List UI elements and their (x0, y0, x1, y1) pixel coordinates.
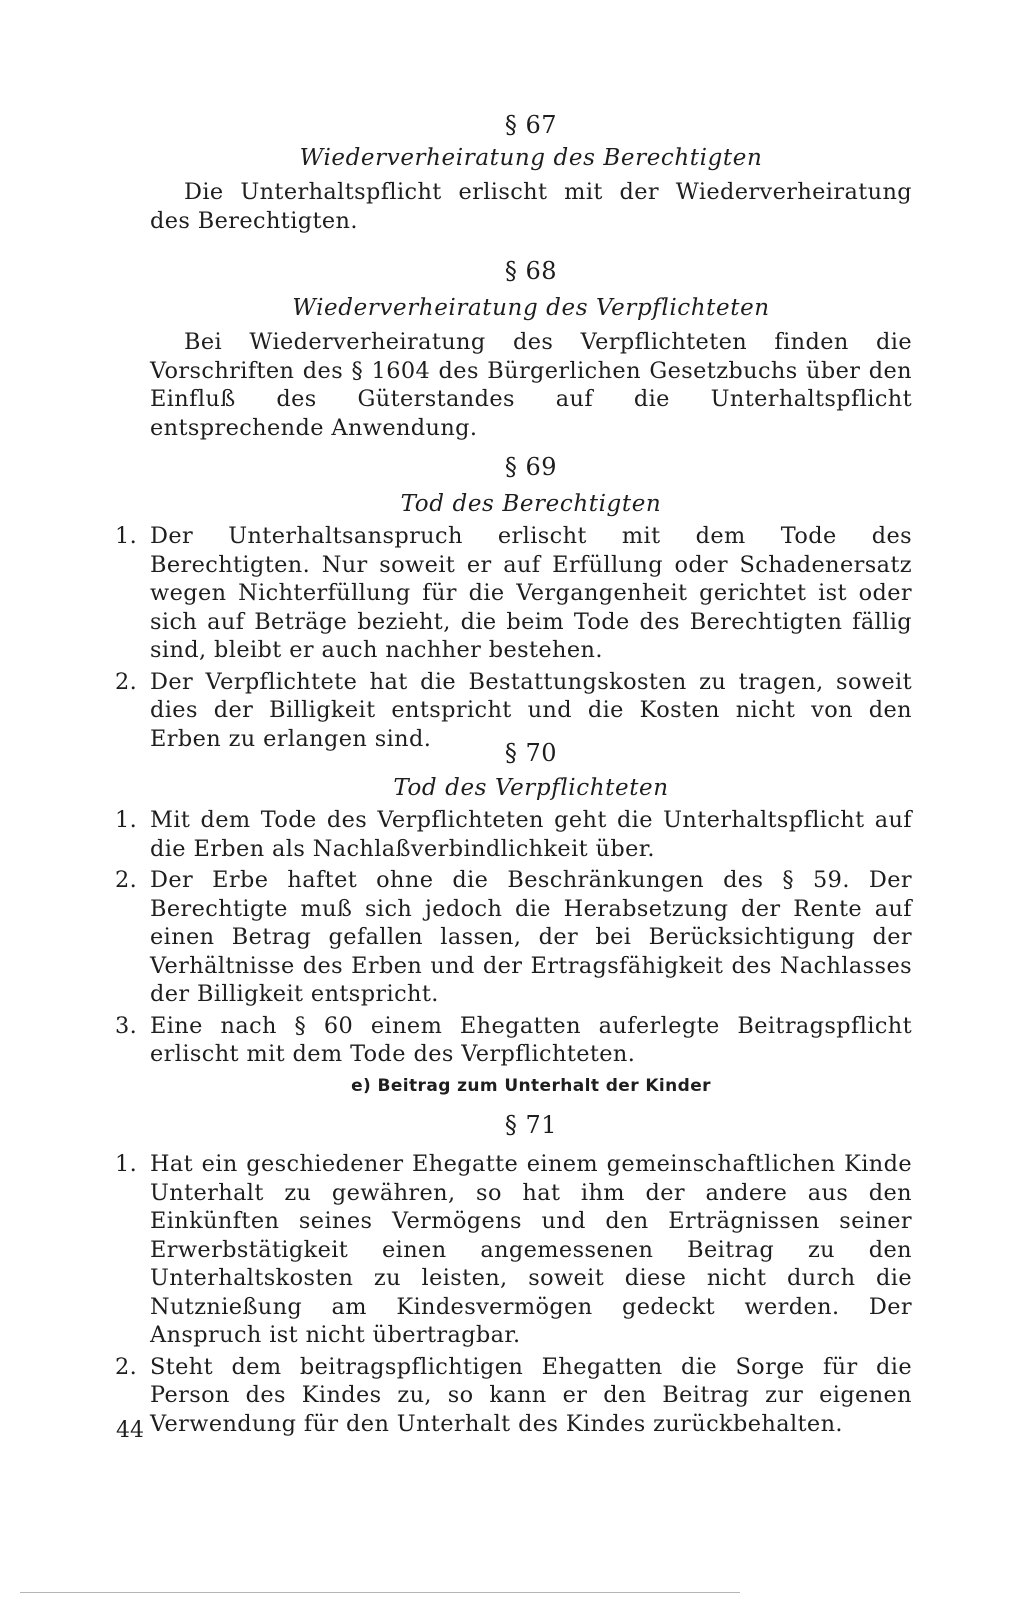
item-text: Der Unterhaltsanspruch erlischt mit dem Tode des Berechtigten. Nur soweit er auf Erfüllung oder Schadenersatz wegen Nichterfüllung für die Vergangenheit gerichtet ist oder sich auf Beträge bezieht, die beim Tode des Berechtigten fällig sind, bleibt er auch nachher bestehen. (150, 523, 912, 663)
section-67 (150, 110, 912, 235)
item-number: 1. (115, 1151, 138, 1177)
page-edge-rule (20, 1592, 740, 1593)
list-item (115, 806, 912, 863)
item-text: Steht dem beitragspflichtigen Ehegatten die Sorge für die Person des Kindes zu, so kann er den Beitrag zur eigenen Verwendung für den Unterhalt des Kindes zurückbehalten. (150, 1353, 912, 1437)
section-number: § 68 (504, 257, 558, 285)
section-title: Wiederverheiratung des Verpflichteten (292, 295, 770, 321)
section-number: § 67 (504, 111, 558, 139)
section-70 (115, 738, 912, 1069)
section-68 (150, 256, 912, 442)
list-item (115, 1012, 912, 1069)
item-text: Hat ein geschiedener Ehegatte einem gemeinschaftlichen Kinde Unterhalt zu gewähren, so hat ihm der andere aus den Einkünften seines Vermögens und den Erträgnissen seiner Erwerbstätigkeit einen angemessenen Beitrag zu den Unterhaltskosten zu leisten, soweit diese nicht durch die Nutznießung am Kindesvermögen gedeckt werden. Der Anspruch ist nicht übertragbar. (150, 1151, 912, 1348)
item-number: 1. (115, 807, 138, 833)
section-body: Die Unterhaltspflicht erlischt mit der Wiederverheiratung des Berechtigten. (150, 179, 912, 234)
item-text: Der Erbe haftet ohne die Beschränkungen des § 59. Der Berechtigte muß sich jedoch die Herabsetzung der Rente auf einen Betrag gefallen lassen, der bei Berücksichtigung der Verhältnisse des Erben und der Ertragsfähigkeit des Nachlasses der Billigkeit entspricht. (150, 867, 912, 1007)
section-title: Tod des Verpflichteten (393, 775, 669, 801)
section-title: Wiederverheiratung des Berechtigten (299, 145, 763, 171)
item-number: 2. (115, 668, 138, 695)
item-number: 3. (115, 1012, 138, 1039)
item-text: Eine nach § 60 einem Ehegatten auferlegte Beitragspflicht erlischt mit dem Tode des Verpflichteten. (150, 1012, 912, 1067)
section-number: § 70 (504, 739, 558, 767)
section-body: Bei Wiederverheiratung des Verpflichteten finden die Vorschriften des § 1604 des Bürgerlichen Gesetzbuchs über den Einfluß des Güterstandes auf die Unterhaltspflicht entsprechende Anwendung. (150, 329, 912, 441)
section-title: Tod des Berechtigten (400, 491, 662, 517)
list-item (115, 866, 912, 1009)
chapter-subheading: e) Beitrag zum Unterhalt der Kinder (351, 1076, 711, 1096)
list-item (115, 522, 912, 665)
list-item (115, 1150, 912, 1350)
item-text: Der Verpflichtete hat die Bestattungskosten zu tragen, soweit dies der Billigkeit entspricht und die Kosten nicht von den Erben zu erlangen sind. (150, 668, 912, 752)
section-69 (115, 452, 912, 753)
section-number: § 71 (504, 1111, 558, 1139)
item-text: Mit dem Tode des Verpflichteten geht die Unterhaltspflicht auf die Erben als Nachlaßverbindlichkeit über. (150, 807, 912, 862)
section-number: § 69 (504, 453, 558, 481)
item-number: 1. (115, 523, 138, 549)
item-number: 2. (115, 867, 138, 893)
page-number: 44 (116, 1418, 144, 1443)
item-number: 2. (115, 1353, 138, 1380)
